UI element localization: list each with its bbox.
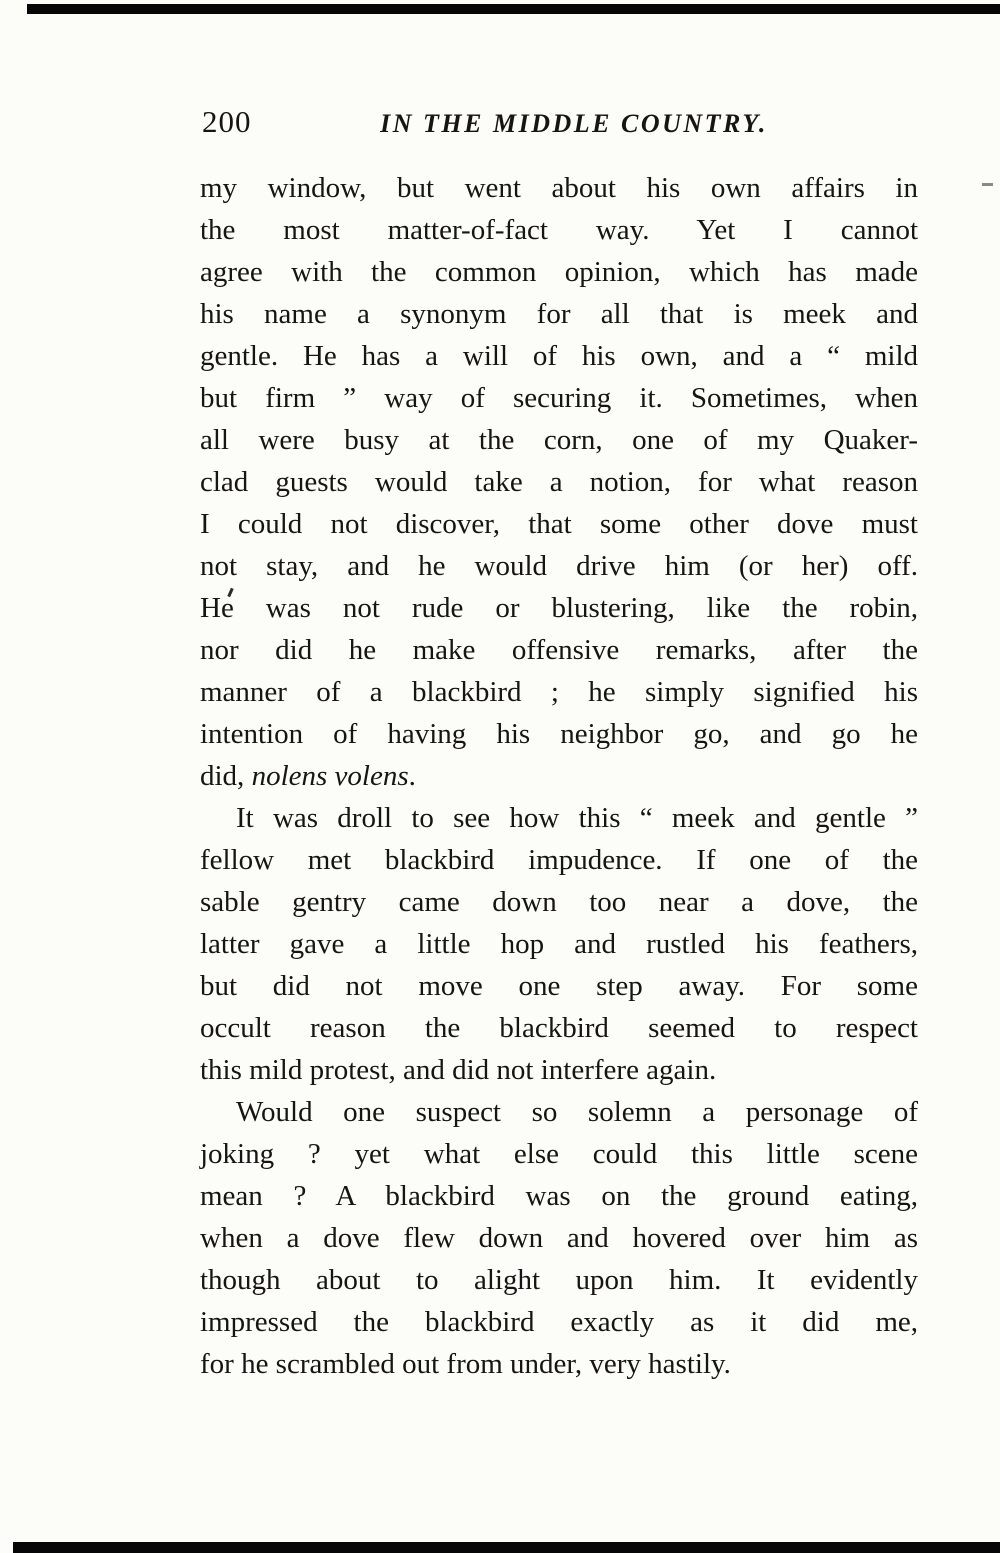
body-line: but did not move one step away. For some [200,970,918,1002]
body-line: nor did he make offensive remarks, after the [200,634,918,666]
body-line: occult reason the blackbird seemed to respect [200,1012,918,1044]
scan-artifact-top-bar [27,4,1000,14]
body-line: joking ? yet what else could this little scene [200,1138,918,1170]
scan-artifact-bottom-bar [13,1542,1000,1553]
body-line: not stay, and he would drive him (or her) off. [200,550,918,582]
body-line: my window, but went about his own affairs in [200,172,918,204]
italic-phrase: nolens volens [251,760,409,792]
body-text-segment: . [408,760,416,792]
body-line: gentle. He has a will of his own, and a “ mild [200,340,918,372]
page-number: 200 [202,104,252,139]
body-text-segment: did, [200,760,252,792]
body-line: I could not discover, that some other dove must [200,508,918,540]
body-line: his name a synonym for all that is meek and [200,298,918,330]
body-line: clad guests would take a notion, for what reason [200,466,918,498]
body-line: latter gave a little hop and rustled his feathers, [200,928,918,960]
body-line: fellow met blackbird impudence. If one of the [200,844,918,876]
paragraph [200,797,918,1091]
body-line: when a dove flew down and hovered over him as [200,1222,918,1254]
body-line: though about to alight upon him. It evidently [200,1264,918,1296]
body-line: for he scrambled out from under, very hastily. [200,1348,731,1380]
paragraph [200,1091,918,1385]
body-line: Would one suspect so solemn a personage of [236,1096,918,1128]
body-line: mean ? A blackbird was on the ground eating, [200,1180,918,1212]
body-line: manner of a blackbird ; he simply signified his [200,676,918,708]
running-header: IN THE MIDDLE COUNTRY. [380,109,768,138]
body-line: He was not rude or blustering, like the robin, [200,592,918,624]
body-line: all were busy at the corn, one of my Quaker- [200,424,918,456]
body-line [200,755,918,797]
scan-artifact-right-tick [982,183,993,186]
body-line: impressed the blackbird exactly as it did me, [200,1306,918,1338]
paragraph [200,167,918,797]
body-text [200,167,918,1385]
body-line: but firm ” way of securing it. Sometimes, when [200,382,918,414]
body-line: intention of having his neighbor go, and go he [200,718,918,750]
body-line: sable gentry came down too near a dove, the [200,886,918,918]
body-line: agree with the common opinion, which has made [200,256,918,288]
body-line: this mild protest, and did not interfere again. [200,1054,717,1086]
body-line: the most matter-of-fact way. Yet I cannot [200,214,918,246]
body-line: It was droll to see how this “ meek and gentle ” [236,802,918,834]
